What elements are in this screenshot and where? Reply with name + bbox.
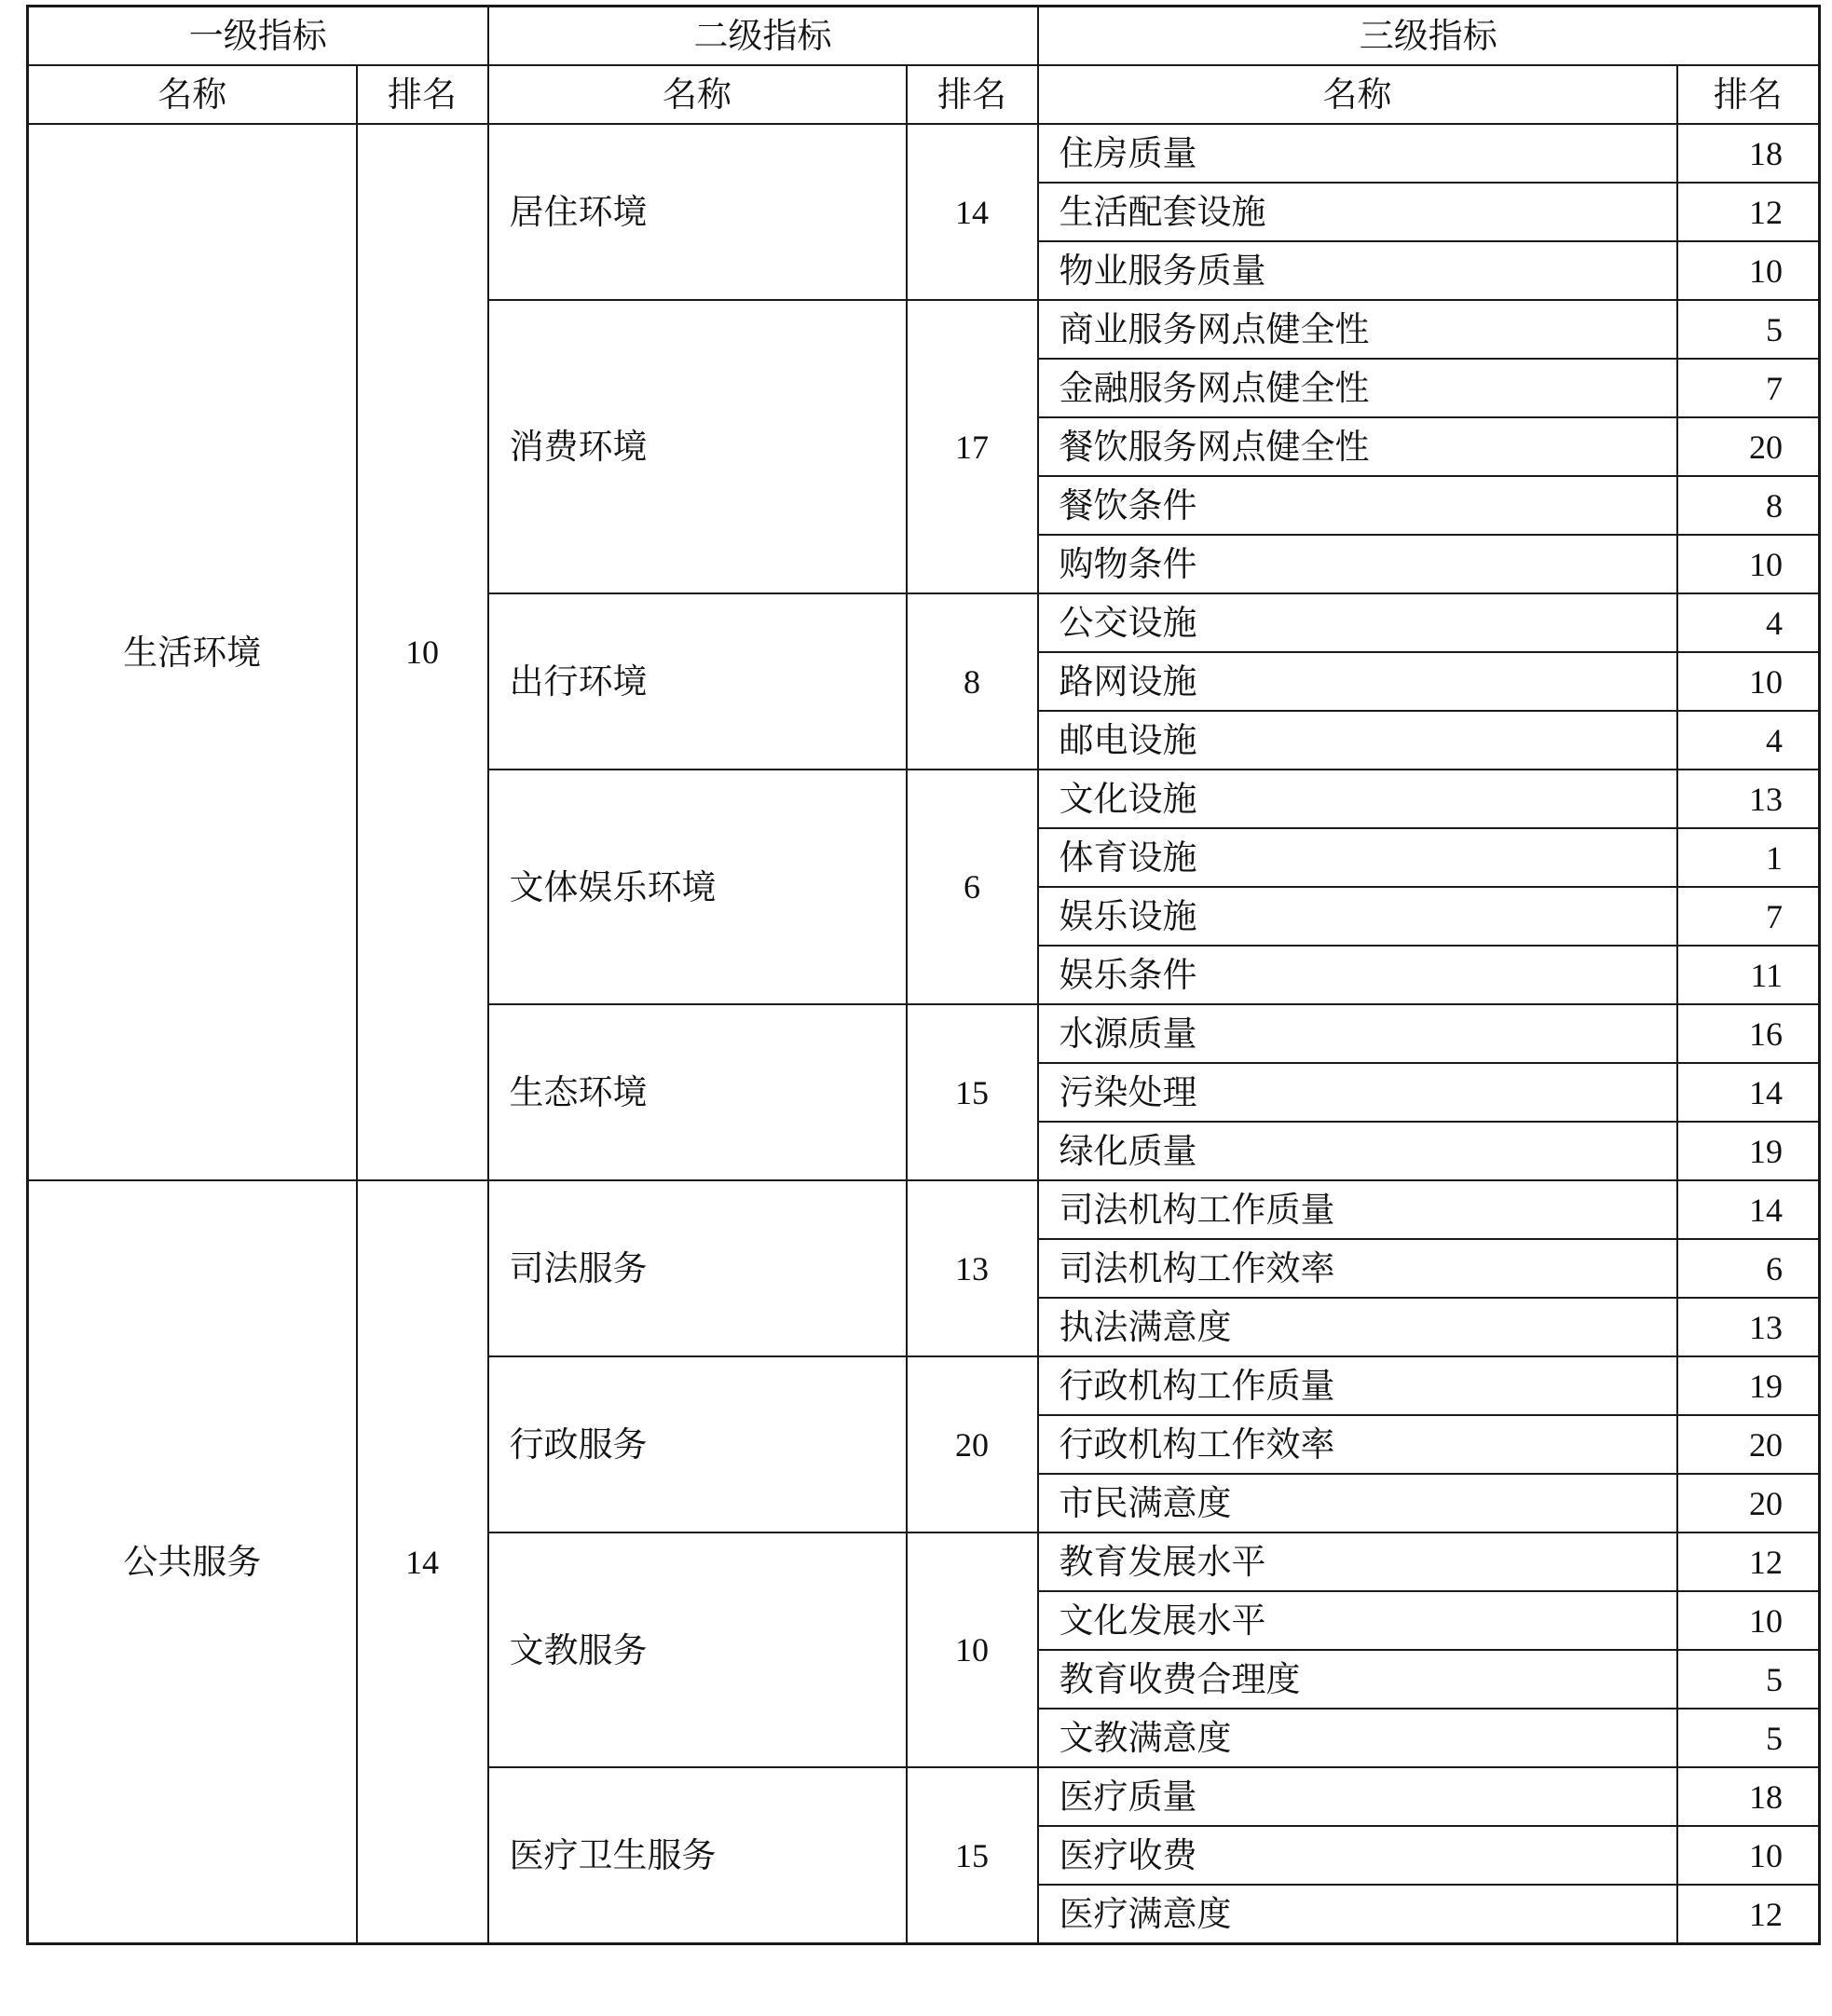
level3-rank: 8 [1677,476,1820,535]
level2-name: 医疗卫生服务 [488,1767,907,1944]
header-level2: 二级指标 [488,7,1038,66]
level2-rank: 20 [907,1356,1038,1532]
header-level3: 三级指标 [1038,7,1820,66]
level3-rank: 18 [1677,1767,1820,1826]
level3-rank: 14 [1677,1180,1820,1239]
header-row-levels [28,7,1820,66]
level2-name: 消费环境 [488,300,907,593]
level2-name: 行政服务 [488,1356,907,1532]
level3-rank: 18 [1677,124,1820,183]
level3-rank: 10 [1677,535,1820,593]
level2-name: 出行环境 [488,593,907,770]
level3-rank: 5 [1677,1709,1820,1767]
level3-rank: 10 [1677,241,1820,300]
level3-rank: 10 [1677,1826,1820,1885]
level3-rank: 1 [1677,828,1820,887]
level3-name: 医疗质量 [1038,1767,1677,1826]
header-level3-rank: 排名 [1677,65,1820,124]
level3-rank: 10 [1677,652,1820,711]
level2-name: 生态环境 [488,1004,907,1180]
level3-rank: 7 [1677,887,1820,946]
level3-rank: 11 [1677,946,1820,1004]
level2-name: 文教服务 [488,1532,907,1767]
level3-name: 餐饮条件 [1038,476,1677,535]
level3-name: 执法满意度 [1038,1298,1677,1356]
header-level2-name: 名称 [488,65,907,124]
level3-name: 物业服务质量 [1038,241,1677,300]
level2-rank: 13 [907,1180,1038,1356]
level2-rank: 17 [907,300,1038,593]
level1-rank: 10 [357,124,488,1180]
level3-name: 司法机构工作效率 [1038,1239,1677,1298]
level2-rank: 8 [907,593,1038,770]
level3-name: 医疗满意度 [1038,1885,1677,1944]
level3-rank: 20 [1677,417,1820,476]
level3-name: 路网设施 [1038,652,1677,711]
level3-rank: 20 [1677,1415,1820,1474]
level3-name: 文化设施 [1038,770,1677,828]
level2-rank: 6 [907,770,1038,1004]
level3-name: 生活配套设施 [1038,183,1677,241]
table-row [28,1180,1820,1239]
level3-rank: 20 [1677,1474,1820,1532]
level3-rank: 19 [1677,1356,1820,1415]
level3-name: 医疗收费 [1038,1826,1677,1885]
level3-name: 娱乐条件 [1038,946,1677,1004]
level2-rank: 10 [907,1532,1038,1767]
header-level1-name: 名称 [28,65,357,124]
level3-name: 水源质量 [1038,1004,1677,1063]
level3-name: 污染处理 [1038,1063,1677,1122]
level1-name: 生活环境 [28,124,357,1180]
level3-name: 餐饮服务网点健全性 [1038,417,1677,476]
indicator-ranking-table [26,5,1821,1945]
level2-rank: 15 [907,1767,1038,1944]
level3-name: 购物条件 [1038,535,1677,593]
table-row [28,124,1820,183]
level3-rank: 13 [1677,1298,1820,1356]
level3-name: 教育收费合理度 [1038,1650,1677,1709]
level3-rank: 6 [1677,1239,1820,1298]
level3-rank: 19 [1677,1122,1820,1180]
level2-name: 居住环境 [488,124,907,300]
header-level3-name: 名称 [1038,65,1677,124]
level3-rank: 13 [1677,770,1820,828]
level3-rank: 14 [1677,1063,1820,1122]
level3-name: 司法机构工作质量 [1038,1180,1677,1239]
level3-name: 文教满意度 [1038,1709,1677,1767]
level3-name: 公交设施 [1038,593,1677,652]
level3-name: 文化发展水平 [1038,1591,1677,1650]
level3-rank: 4 [1677,593,1820,652]
level2-rank: 14 [907,124,1038,300]
table-body [28,124,1820,1944]
level3-rank: 12 [1677,1532,1820,1591]
level3-rank: 5 [1677,1650,1820,1709]
level3-rank: 10 [1677,1591,1820,1650]
level3-name: 娱乐设施 [1038,887,1677,946]
level3-name: 教育发展水平 [1038,1532,1677,1591]
header-level2-rank: 排名 [907,65,1038,124]
level1-rank: 14 [357,1180,488,1944]
level3-rank: 12 [1677,1885,1820,1944]
level3-rank: 5 [1677,300,1820,359]
level3-rank: 7 [1677,359,1820,417]
level3-name: 绿化质量 [1038,1122,1677,1180]
level3-rank: 16 [1677,1004,1820,1063]
level3-rank: 4 [1677,711,1820,770]
level1-name: 公共服务 [28,1180,357,1944]
level2-rank: 15 [907,1004,1038,1180]
header-row-columns [28,65,1820,124]
level2-name: 文体娱乐环境 [488,770,907,1004]
level3-name: 行政机构工作质量 [1038,1356,1677,1415]
level3-name: 体育设施 [1038,828,1677,887]
header-level1-rank: 排名 [357,65,488,124]
level3-name: 金融服务网点健全性 [1038,359,1677,417]
level2-name: 司法服务 [488,1180,907,1356]
level3-name: 商业服务网点健全性 [1038,300,1677,359]
indicator-table-wrapper [26,5,1818,1945]
level3-name: 行政机构工作效率 [1038,1415,1677,1474]
level3-name: 邮电设施 [1038,711,1677,770]
header-level1: 一级指标 [28,7,488,66]
level3-name: 市民满意度 [1038,1474,1677,1532]
level3-rank: 12 [1677,183,1820,241]
level3-name: 住房质量 [1038,124,1677,183]
